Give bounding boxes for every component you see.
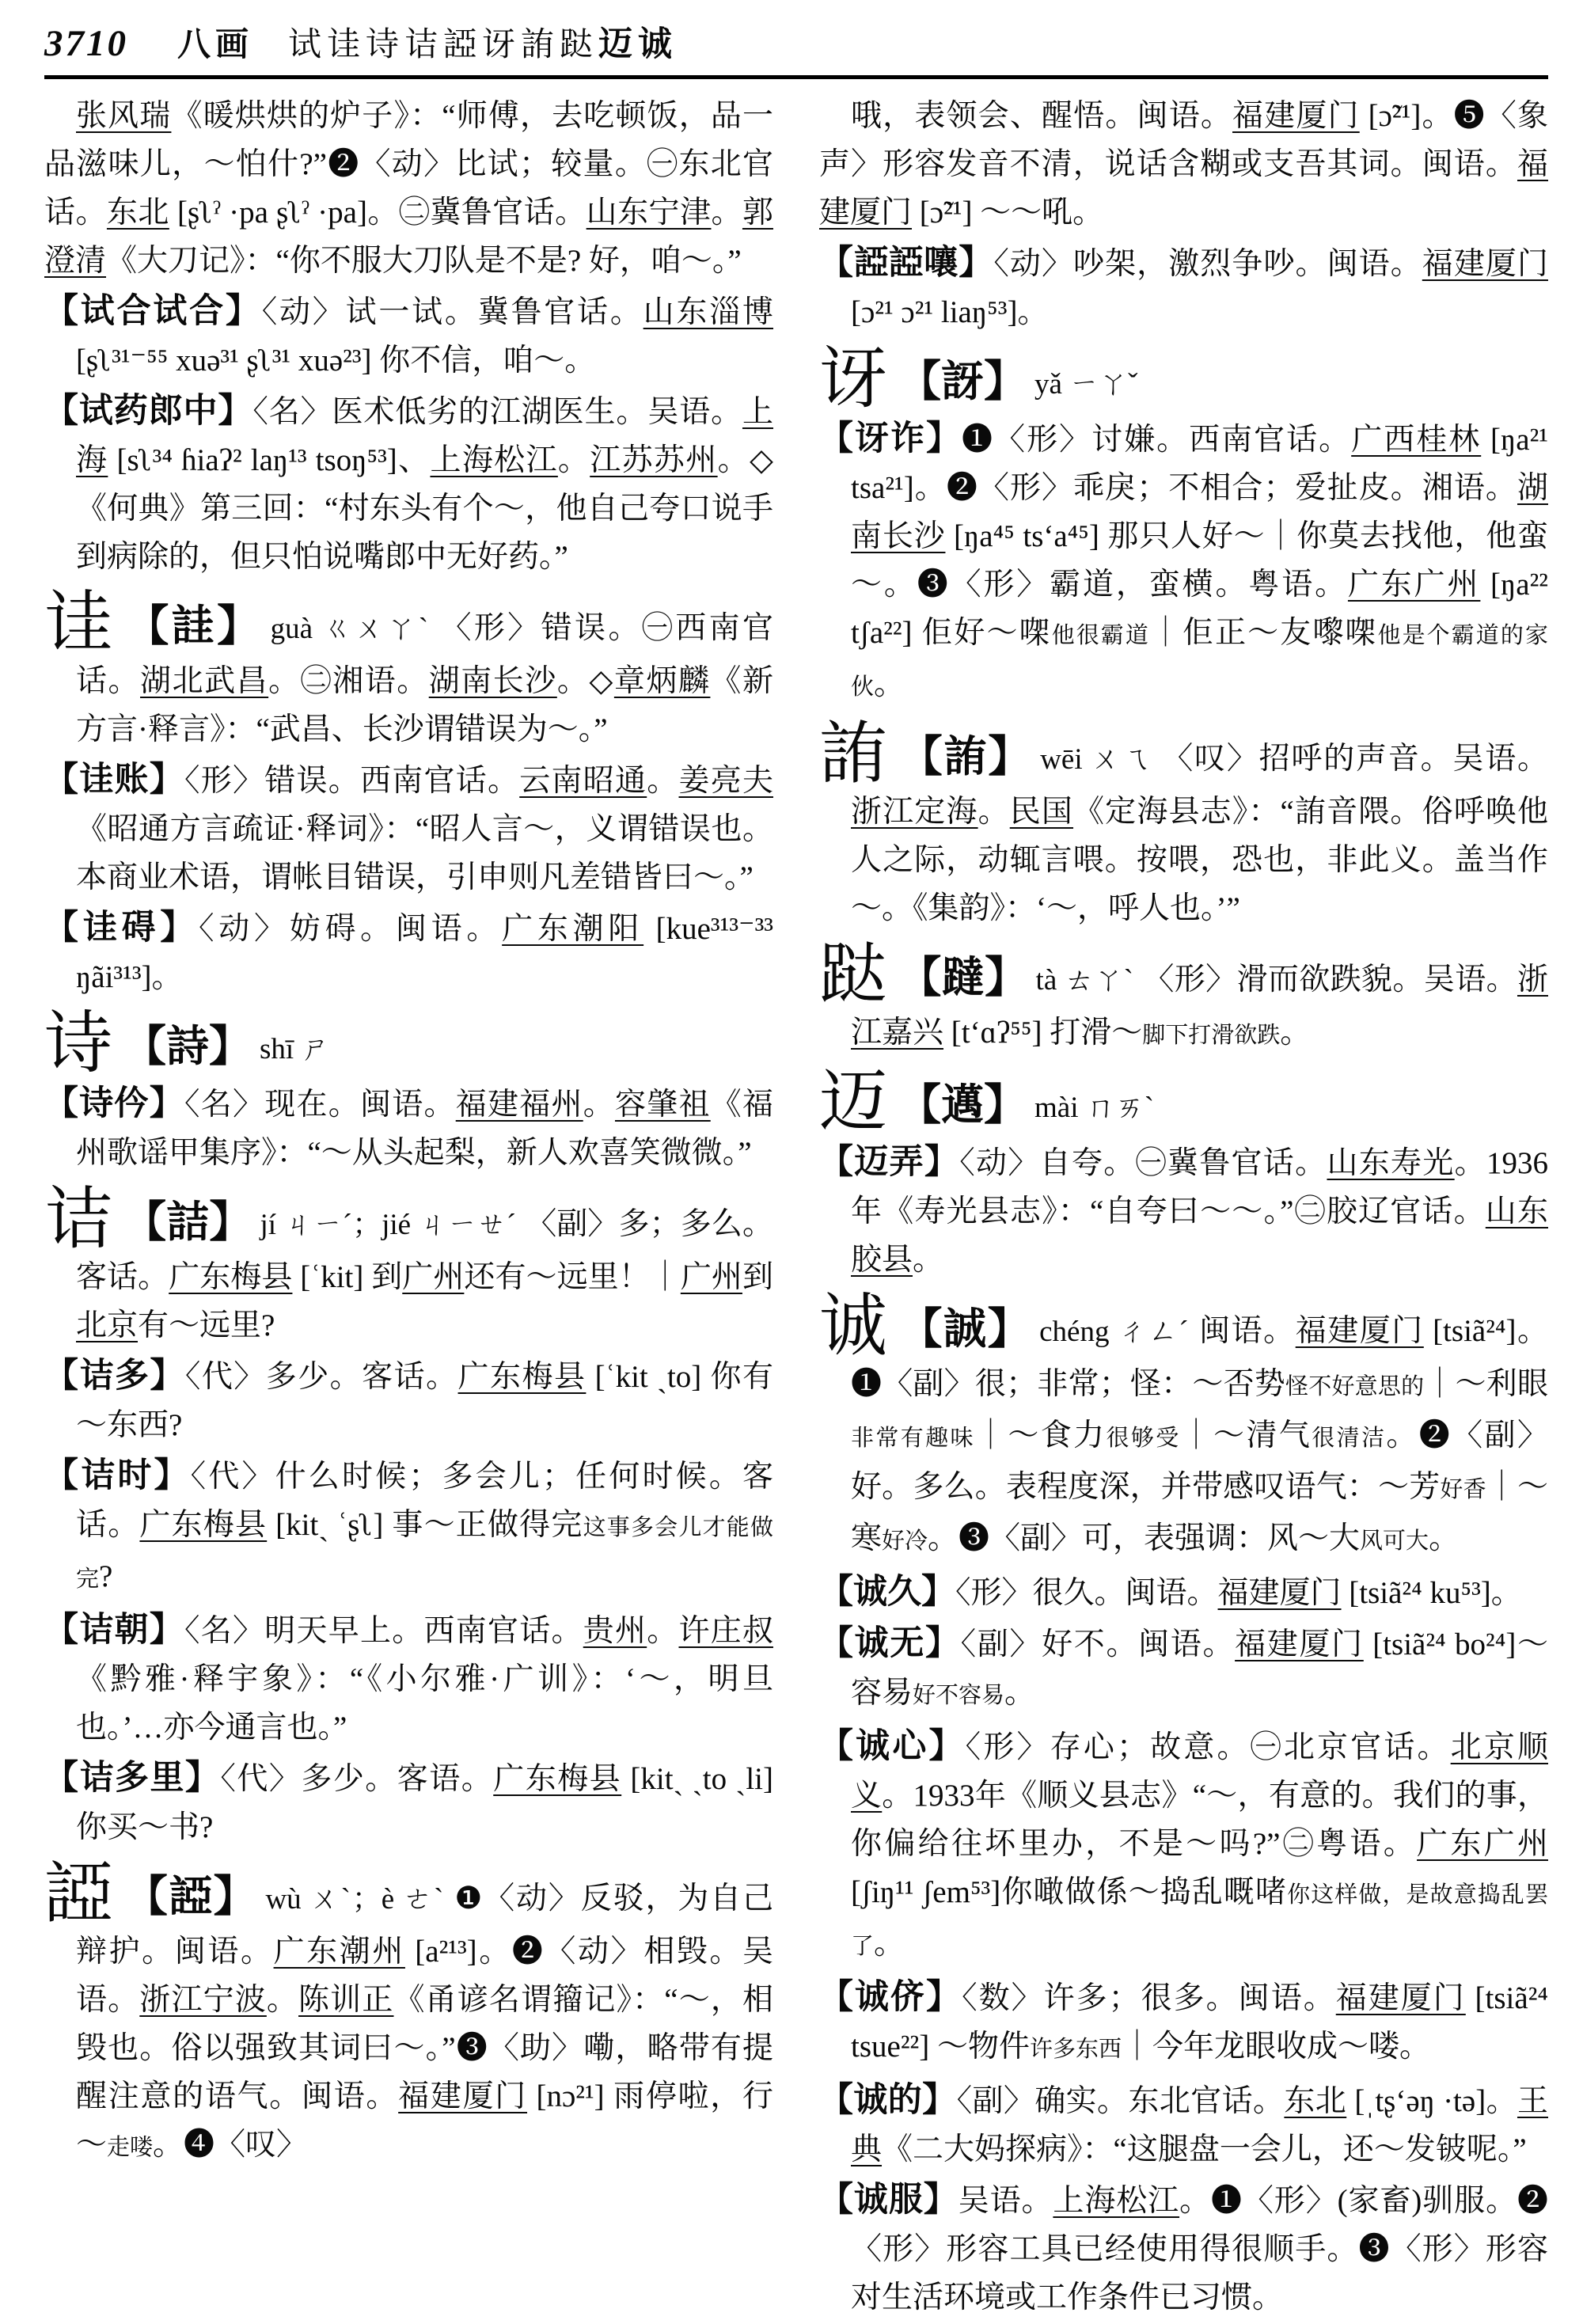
underlined-name: 广东潮阳 <box>502 912 644 946</box>
entry-pronunciation: chéng ㄔㄥˊ <box>1039 1316 1190 1348</box>
entry-headword-character: 诘 <box>44 1181 113 1257</box>
dict-entry <box>44 756 773 902</box>
dict-entry <box>44 1606 773 1752</box>
text-segment: 。 <box>874 667 905 701</box>
text-segment: [kitˎ ˎto ˎli] 你买～书? <box>76 1762 773 1844</box>
underlined-name: 广东梅县 <box>457 1360 587 1394</box>
text-segment: [tsiã²⁴ bo²⁴]～容易 <box>851 1627 1548 1710</box>
underlined-name: 山东胶县 <box>851 1194 1548 1277</box>
text-segment: [ʂʅ³¹⁻⁵⁵ xuə³¹ ʂʅ³¹ xuə²³] 你不信，咱～。 <box>76 344 596 378</box>
column-right <box>819 92 1548 2324</box>
text-segment: 。 <box>978 795 1010 829</box>
dict-entry <box>819 1620 1548 1720</box>
dict-entry <box>44 1005 773 1081</box>
entry-traditional-form: 【詿】 <box>126 602 263 650</box>
text-segment: 。 <box>1280 1016 1312 1050</box>
text-segment: ｜～寒 <box>851 1470 1548 1555</box>
entry-headword-character: 䛩 <box>44 1855 114 1931</box>
text-segment: 。◇《何典》第三回：“村东头有个～，他自己夸口说手到病除的，但只怕说嘴郎中无好药。” <box>76 443 773 574</box>
dict-entry <box>819 92 1548 237</box>
text-segment: 〈叹〉招呼的声音。吴语。 <box>1162 742 1548 776</box>
dict-entry <box>44 1452 773 1604</box>
underlined-name: 广州 <box>402 1260 465 1294</box>
text-segment: 〈形〉错误。西南官话。 <box>184 764 520 798</box>
underlined-name: 章炳麟 <box>613 664 711 698</box>
text-segment: 吴语。 <box>958 2184 1053 2218</box>
dict-entry <box>819 936 1548 1060</box>
underlined-name: 上海 <box>76 395 773 477</box>
text-segment: ｜今年龙眼收成～喽。 <box>1121 2030 1430 2064</box>
entry-pronunciation: shī ㄕ <box>260 1033 331 1065</box>
text-segment: [tsiã²⁴ ku⁵³]。 <box>1341 1576 1522 1610</box>
text-segment: 。 <box>647 1614 679 1648</box>
dict-entry <box>44 287 773 385</box>
entry-headword: 【诚无】 <box>819 1625 961 1662</box>
underlined-name: 东北 <box>106 196 169 230</box>
text-segment: [ɔ̃²¹] ～～吼。 <box>912 196 1104 230</box>
entry-headword-character: 詴 <box>819 716 889 792</box>
text-segment: 。 <box>557 443 590 477</box>
entry-headword: 【诖账】 <box>44 761 184 799</box>
entry-headword: 【䛩䛩嚷】 <box>819 245 994 282</box>
entry-headword-character: 迈 <box>819 1064 887 1140</box>
text-segment: 《新方言·释言》：“武昌、长沙谓错误为～。” <box>76 664 773 746</box>
gloss-small-text: 你这样做，是故意捣乱罢了 <box>851 1882 1548 1959</box>
gloss-small-text: 这事多会儿才能做完 <box>76 1515 773 1592</box>
entry-headword-character: 诖 <box>44 585 116 661</box>
gloss-small-text: 很清洁 <box>1312 1426 1387 1451</box>
underlined-name: 福建厦门 <box>1335 1981 1466 2015</box>
text-segment: 《暖烘烘的炉子》：“师傅，去吃顿饭，品一品滋味儿，～怕什?”❷〈动〉比试；较量。㊀东北官话。 <box>44 99 773 230</box>
underlined-name: 广东潮州 <box>273 1935 405 1969</box>
entry-traditional-form: 【訝】 <box>898 358 1027 405</box>
underlined-name: 北京 <box>76 1308 139 1342</box>
text-segment: 〈形〉错误。㊀西南官话。 <box>76 611 773 698</box>
text-segment: 。 <box>1004 1676 1036 1710</box>
text-segment: 〈名〉医术低劣的江湖医生。吴语。 <box>252 395 742 429</box>
underlined-name: 广东广州 <box>1417 1827 1548 1861</box>
underlined-name: 上海松江 <box>1053 2184 1180 2218</box>
text-segment: ｜佢正～友嚟㗎 <box>1149 616 1378 650</box>
dict-entry <box>44 92 773 285</box>
entry-headword: 【诚的】 <box>819 2082 957 2119</box>
underlined-name: 王典 <box>851 2084 1548 2166</box>
underlined-name: 山东淄博 <box>643 295 773 329</box>
underlined-name: 江苏苏州 <box>590 443 718 477</box>
underlined-name: 浙江宁波 <box>139 1983 267 2017</box>
underlined-name: 浙江定海 <box>851 795 978 829</box>
entry-definition <box>851 423 1548 701</box>
entry-pronunciation: wēi ㄨㄟ <box>1040 743 1153 776</box>
text-segment: 。1936年《寿光县志》：“自夸曰～～。”㊁胶辽官话。 <box>851 1146 1548 1228</box>
underlined-name: 湖南长沙 <box>851 471 1548 553</box>
dict-entry <box>819 1722 1548 1971</box>
entry-pronunciation: tà ㄊㄚˋ <box>1035 964 1134 997</box>
text-segment: 〈副〉好不。闽语。 <box>960 1627 1236 1661</box>
text-segment: 。 <box>647 764 679 798</box>
dict-entry <box>44 1754 773 1851</box>
text-segment: [ŋa²¹ tsa²¹]。❷〈形〉乖戾；不相合；爱扯皮。湘语。 <box>851 423 1548 505</box>
underlined-name: 容肇祖 <box>614 1088 711 1122</box>
text-segment: [sʅ³⁴ ɦiaʔ² laŋ¹³ tsoŋ⁵³]、 <box>108 443 431 477</box>
text-segment: 到 <box>742 1260 773 1294</box>
text-segment: 。❷〈副〉好。多么。表程度深，并带感叹语气：～芳 <box>851 1418 1548 1504</box>
underlined-name: 浙江嘉兴 <box>851 963 1548 1050</box>
underlined-name: 湖南长沙 <box>428 664 557 698</box>
text-segment: 。1933年《顺义县志》“～，有意的。我们的事，你偏给往坏里办，不是～吗?”㊁粤语。 <box>851 1779 1548 1861</box>
entry-pronunciation: mài ㄇㄞˋ <box>1034 1092 1155 1124</box>
header-rule <box>44 75 1548 79</box>
text-segment: 闽语。 <box>1199 1314 1296 1348</box>
gloss-small-text: 许多东西 <box>1029 2037 1122 2062</box>
text-segment: ｜～清气 <box>1180 1418 1312 1452</box>
text-segment: [tsiã²⁴]。❶〈副〉很；非常；怪：～否势 <box>851 1314 1549 1401</box>
text-segment: 〈代〉多少。客话。 <box>184 1360 458 1394</box>
text-segment: [ŋa⁴⁵ tsʻa⁴⁵] 那只人好～｜你莫去找他，他蛮～。❸〈形〉霸道，蛮横。粤语。 <box>851 519 1548 602</box>
entry-traditional-form: 【躂】 <box>898 954 1028 1001</box>
underlined-name: 福建厦门 <box>1422 247 1548 281</box>
text-segment: [tsiã²⁴ tsue²²] ～物件 <box>851 1981 1548 2064</box>
underlined-name: 福建厦门 <box>1295 1314 1424 1348</box>
text-segment: 〈形〉很久。闽语。 <box>955 1576 1218 1610</box>
text-segment: [ˌtʂʻəŋ ·tə]。 <box>1346 2084 1517 2118</box>
text-segment: [ʂʅˀ ·pa ʂʅˀ ·pa]。㊁冀鲁官话。 <box>169 196 587 230</box>
gloss-small-text: 脚下打滑欲跌 <box>1142 1023 1281 1048</box>
text-segment: 《大刀记》：“你不服大刀队是不是? 好，咱～。” <box>106 244 742 278</box>
entry-headword: 【诘朝】 <box>44 1612 184 1649</box>
entry-definition <box>819 99 1548 230</box>
dict-entry <box>819 1064 1548 1140</box>
underlined-name: 许庄叔 <box>678 1614 773 1648</box>
text-segment: 〈代〉多少。客语。 <box>220 1762 494 1796</box>
entry-headword-character: 诚 <box>819 1288 889 1364</box>
gloss-small-text: 他很霸道 <box>1051 623 1150 648</box>
headword-characters-list: 试诖诗诘䛩讶詴跶 <box>288 27 599 63</box>
entry-headword: 【诘时】 <box>44 1457 191 1494</box>
underlined-name: 北京顺义 <box>851 1730 1548 1813</box>
underlined-name: 福建厦门 <box>1232 99 1360 133</box>
text-segment: 。❹〈叹〉 <box>153 2128 308 2162</box>
underlined-name: 贵州 <box>583 1614 647 1648</box>
text-segment: 。 <box>583 1088 615 1122</box>
entry-traditional-form: 【邁】 <box>898 1081 1027 1129</box>
underlined-name: 民国 <box>1009 795 1074 829</box>
text-segment: ｜～利眼 <box>1424 1367 1548 1401</box>
dict-entry <box>819 2176 1548 2322</box>
underlined-name: 广西桂林 <box>1351 423 1482 457</box>
entry-traditional-form: 【詰】 <box>123 1198 252 1246</box>
dict-entry <box>44 1855 774 2172</box>
text-segment: 〈名〉现在。闽语。 <box>184 1088 456 1122</box>
text-segment: 《福州歌谣甲集序》：“～从头起梨，新人欢喜笑微微。” <box>76 1088 773 1170</box>
text-segment: 〈动〉妨碍。闽语。 <box>198 912 503 946</box>
dict-entry <box>44 1080 773 1177</box>
entry-headword: 【诘多里】 <box>44 1760 221 1797</box>
entry-pronunciation: yǎ ㄧㄚˇ <box>1034 368 1138 401</box>
text-segment: 〈副〉确实。东北官话。 <box>956 2084 1285 2118</box>
text-segment: 〈副〉多；多么。客话。 <box>76 1207 774 1294</box>
text-segment: 。 <box>711 196 742 230</box>
text-segment: [ʃiŋ¹¹ ʃem⁵³]你噉做係～捣乱嘅啫 <box>851 1875 1288 1909</box>
text-segment: 还有～远里！｜ <box>464 1260 681 1294</box>
text-segment: [kitˎ ʿʂʅ] 事～正做得完 <box>267 1508 583 1542</box>
underlined-name: 湖北武昌 <box>140 664 269 698</box>
entry-headword: 【诚侪】 <box>819 1979 962 2016</box>
underlined-name: 云南昭通 <box>519 764 647 798</box>
underlined-name: 广东梅县 <box>493 1762 622 1796</box>
entry-headword: 【诚久】 <box>819 1574 955 1611</box>
underlined-name: 广东广州 <box>1347 568 1481 602</box>
underlined-name: 福建厦门 <box>1217 1576 1342 1610</box>
entry-headword: 【迈弄】 <box>819 1144 960 1181</box>
text-segment: 哦，表领会、醒悟。闽语。 <box>851 99 1233 133</box>
text-segment: 《二大妈探病》：“这腿盘一会儿，还～发铍呢。” <box>882 2132 1527 2166</box>
underlined-name: 郭澄清 <box>44 196 773 278</box>
text-segment: 有～远里? <box>138 1308 275 1342</box>
page-number: 3710 <box>44 23 128 64</box>
dict-entry <box>819 2076 1548 2174</box>
underlined-name: 山东宁津 <box>586 196 712 230</box>
entry-headword: 【诖碍】 <box>44 909 199 947</box>
entry-traditional-form: 【䛩】 <box>124 1873 258 1920</box>
entry-headword: 【讶诈】 <box>819 420 962 458</box>
text-segment: 。❶〈形〉(家畜)驯服。❷〈形〉形容工具已经使用得很顺手。❸〈形〉形容对生活环境或工作条件已习惯。 <box>851 2184 1548 2315</box>
underlined-name: 广东梅县 <box>139 1508 268 1542</box>
gloss-small-text: 他是个霸道的家伙 <box>851 623 1548 700</box>
text-segment: 〈动〉吵架，激烈争吵。闽语。 <box>993 247 1422 281</box>
column-left <box>44 92 773 2324</box>
entry-headword: 【诘多】 <box>44 1358 185 1395</box>
text-segment: 《昭通方言疏证·释词》：“昭人言～，义谓错误也。本商业术语，谓帐目错误，引申则凡差错皆曰～。” <box>76 812 773 894</box>
gloss-small-text: 好香 <box>1440 1477 1486 1502</box>
entry-pronunciation: wù ㄨˋ；è ㄜˋ <box>265 1883 446 1916</box>
text-segment: ❶〈形〉讨嫌。西南官话。 <box>962 423 1352 457</box>
text-segment: 《甬谚名谓籀记》：“～，相毁也。俗以强致其词曰～。”❸〈助〉嘞，略带有提醒注意的语气。闽语。 <box>76 1983 773 2113</box>
text-segment: 〈动〉试一试。冀鲁官话。 <box>261 295 643 329</box>
text-segment: 。 <box>874 1927 905 1961</box>
text-segment: 〈动〉自夸。㊀冀鲁官话。 <box>959 1146 1327 1180</box>
gloss-small-text: 非常有趣味 <box>851 1426 975 1451</box>
text-segment: 〈形〉存心；故意。㊀北京官话。 <box>965 1730 1451 1764</box>
gloss-small-text: 走喽 <box>107 2135 154 2160</box>
entry-traditional-form: 【詩】 <box>123 1023 252 1070</box>
underlined-name: 广州 <box>680 1260 742 1294</box>
dict-entry <box>44 387 773 581</box>
underlined-name: 上海松江 <box>430 443 558 477</box>
gloss-small-text: 风可大 <box>1360 1528 1429 1554</box>
dict-entry <box>44 1181 774 1350</box>
dict-entry <box>819 340 1548 416</box>
entry-pronunciation: jí ㄐㄧˊ；jié ㄐㄧㄝˊ <box>260 1209 517 1241</box>
text-segment: 《黔雅·释宇象》：“《小尔雅·广训》：‘～，明旦也。’…亦今通言也。” <box>76 1662 773 1745</box>
stroke-count-section: 八画 <box>177 27 254 63</box>
dict-entry <box>44 585 773 754</box>
text-segment: ? <box>99 1559 113 1593</box>
underlined-name: 福建厦门 <box>398 2079 528 2113</box>
dict-entry <box>819 1138 1548 1284</box>
underlined-name: 山东寿光 <box>1327 1146 1455 1180</box>
dict-entry <box>819 1288 1549 1566</box>
text-segment: [a²¹³]。❷〈动〉相毁。吴语。 <box>76 1935 773 2017</box>
text-segment: [ʿkit] 到 <box>292 1260 403 1294</box>
text-segment: 。 <box>1429 1521 1460 1555</box>
running-head <box>44 17 1548 66</box>
text-segment: 〈形〉滑而欲跌貌。吴语。 <box>1143 963 1517 997</box>
gloss-small-text: 好冷 <box>882 1528 928 1554</box>
text-segment: [nɔ²¹] 雨停啦，行～ <box>76 2079 773 2162</box>
dict-entry <box>819 716 1548 932</box>
entry-headword-character: 诗 <box>44 1005 112 1081</box>
entry-headword: 【试药郎中】 <box>44 393 253 430</box>
dict-entry <box>819 1568 1548 1617</box>
text-segment: [ɔ̃²¹]。❺〈象声〉形容发音不清，说话含糊或支吾其词。闽语。 <box>819 99 1548 181</box>
underlined-name: 福建厦门 <box>1235 1627 1364 1661</box>
text-segment: 。◇ <box>556 664 614 698</box>
underlined-name: 东北 <box>1284 2084 1347 2118</box>
gloss-small-text: 很够受 <box>1106 1426 1181 1451</box>
underlined-name: 广东梅县 <box>169 1260 293 1294</box>
dict-entry <box>44 1352 773 1449</box>
dict-entry <box>44 904 773 1001</box>
text-segment: 。㊁湘语。 <box>268 664 429 698</box>
underlined-name: 福建厦门 <box>819 147 1548 230</box>
text-segment: ｜～食力 <box>974 1418 1107 1452</box>
entry-headword: 【诚心】 <box>819 1728 966 1765</box>
text-columns <box>44 92 1548 2324</box>
dict-entry <box>819 239 1548 336</box>
dict-entry <box>819 1973 1548 2074</box>
text-segment: 《定海县志》：“詴音隈。俗呼唤他人之际，动辄言喂。按喂，恐也，非此义。盖当作～。《集韵》：‘～，呼人也。’” <box>851 795 1548 925</box>
entry-pronunciation: guà ㄍㄨㄚˋ <box>270 613 431 645</box>
text-segment: 。❸〈副〉可，表强调：风～大 <box>928 1521 1361 1555</box>
text-segment: [ɔ²¹ ɔ²¹ liaŋ⁵³]。 <box>851 295 1049 329</box>
text-segment: ❶〈动〉反驳，为自己辩护。闽语。 <box>76 1882 774 1969</box>
entry-headword: 【诚服】 <box>819 2182 959 2219</box>
entry-traditional-form: 【詴】 <box>899 733 1033 780</box>
headword-characters-list-bold: 迈诚 <box>598 26 678 63</box>
gloss-small-text: 怪不好意思的 <box>1285 1374 1425 1399</box>
entry-headword-character: 讶 <box>819 340 887 416</box>
entry-definition <box>955 1576 1522 1610</box>
underlined-name: 福建福州 <box>455 1088 583 1122</box>
text-segment: 〈数〉许多；很多。闽语。 <box>962 1981 1336 2015</box>
entry-traditional-form: 【誠】 <box>899 1305 1032 1353</box>
gloss-small-text: 好不容易 <box>913 1683 1005 1708</box>
text-segment: 。 <box>913 1243 944 1277</box>
text-segment: 〈代〉什么时候；多会儿；任何时候。客话。 <box>76 1460 773 1542</box>
entry-definition <box>44 99 773 278</box>
text-segment: [tʻɑʔ⁵⁵] 打滑～ <box>943 1016 1143 1050</box>
entry-headword: 【试合试合】 <box>44 293 262 330</box>
dict-entry <box>819 415 1548 712</box>
entry-headword-character: 跶 <box>819 936 888 1012</box>
text-segment: 〈名〉明天早上。西南官话。 <box>184 1614 583 1648</box>
underlined-name: 张风瑞 <box>76 99 172 133</box>
text-segment: [ʿkit ˎto] 你有～东西? <box>76 1360 773 1442</box>
entry-definition <box>76 1882 773 2162</box>
text-segment: [kue³¹³⁻³³ ŋãi³¹³]。 <box>76 912 773 994</box>
underlined-name: 姜亮夫 <box>678 764 773 798</box>
text-segment: [ŋa²² tʃa²²] 佢好～㗎 <box>851 568 1548 650</box>
entry-headword: 【诗仱】 <box>44 1085 184 1122</box>
text-segment: 。 <box>266 1983 299 2017</box>
underlined-name: 陈训正 <box>298 1983 394 2017</box>
